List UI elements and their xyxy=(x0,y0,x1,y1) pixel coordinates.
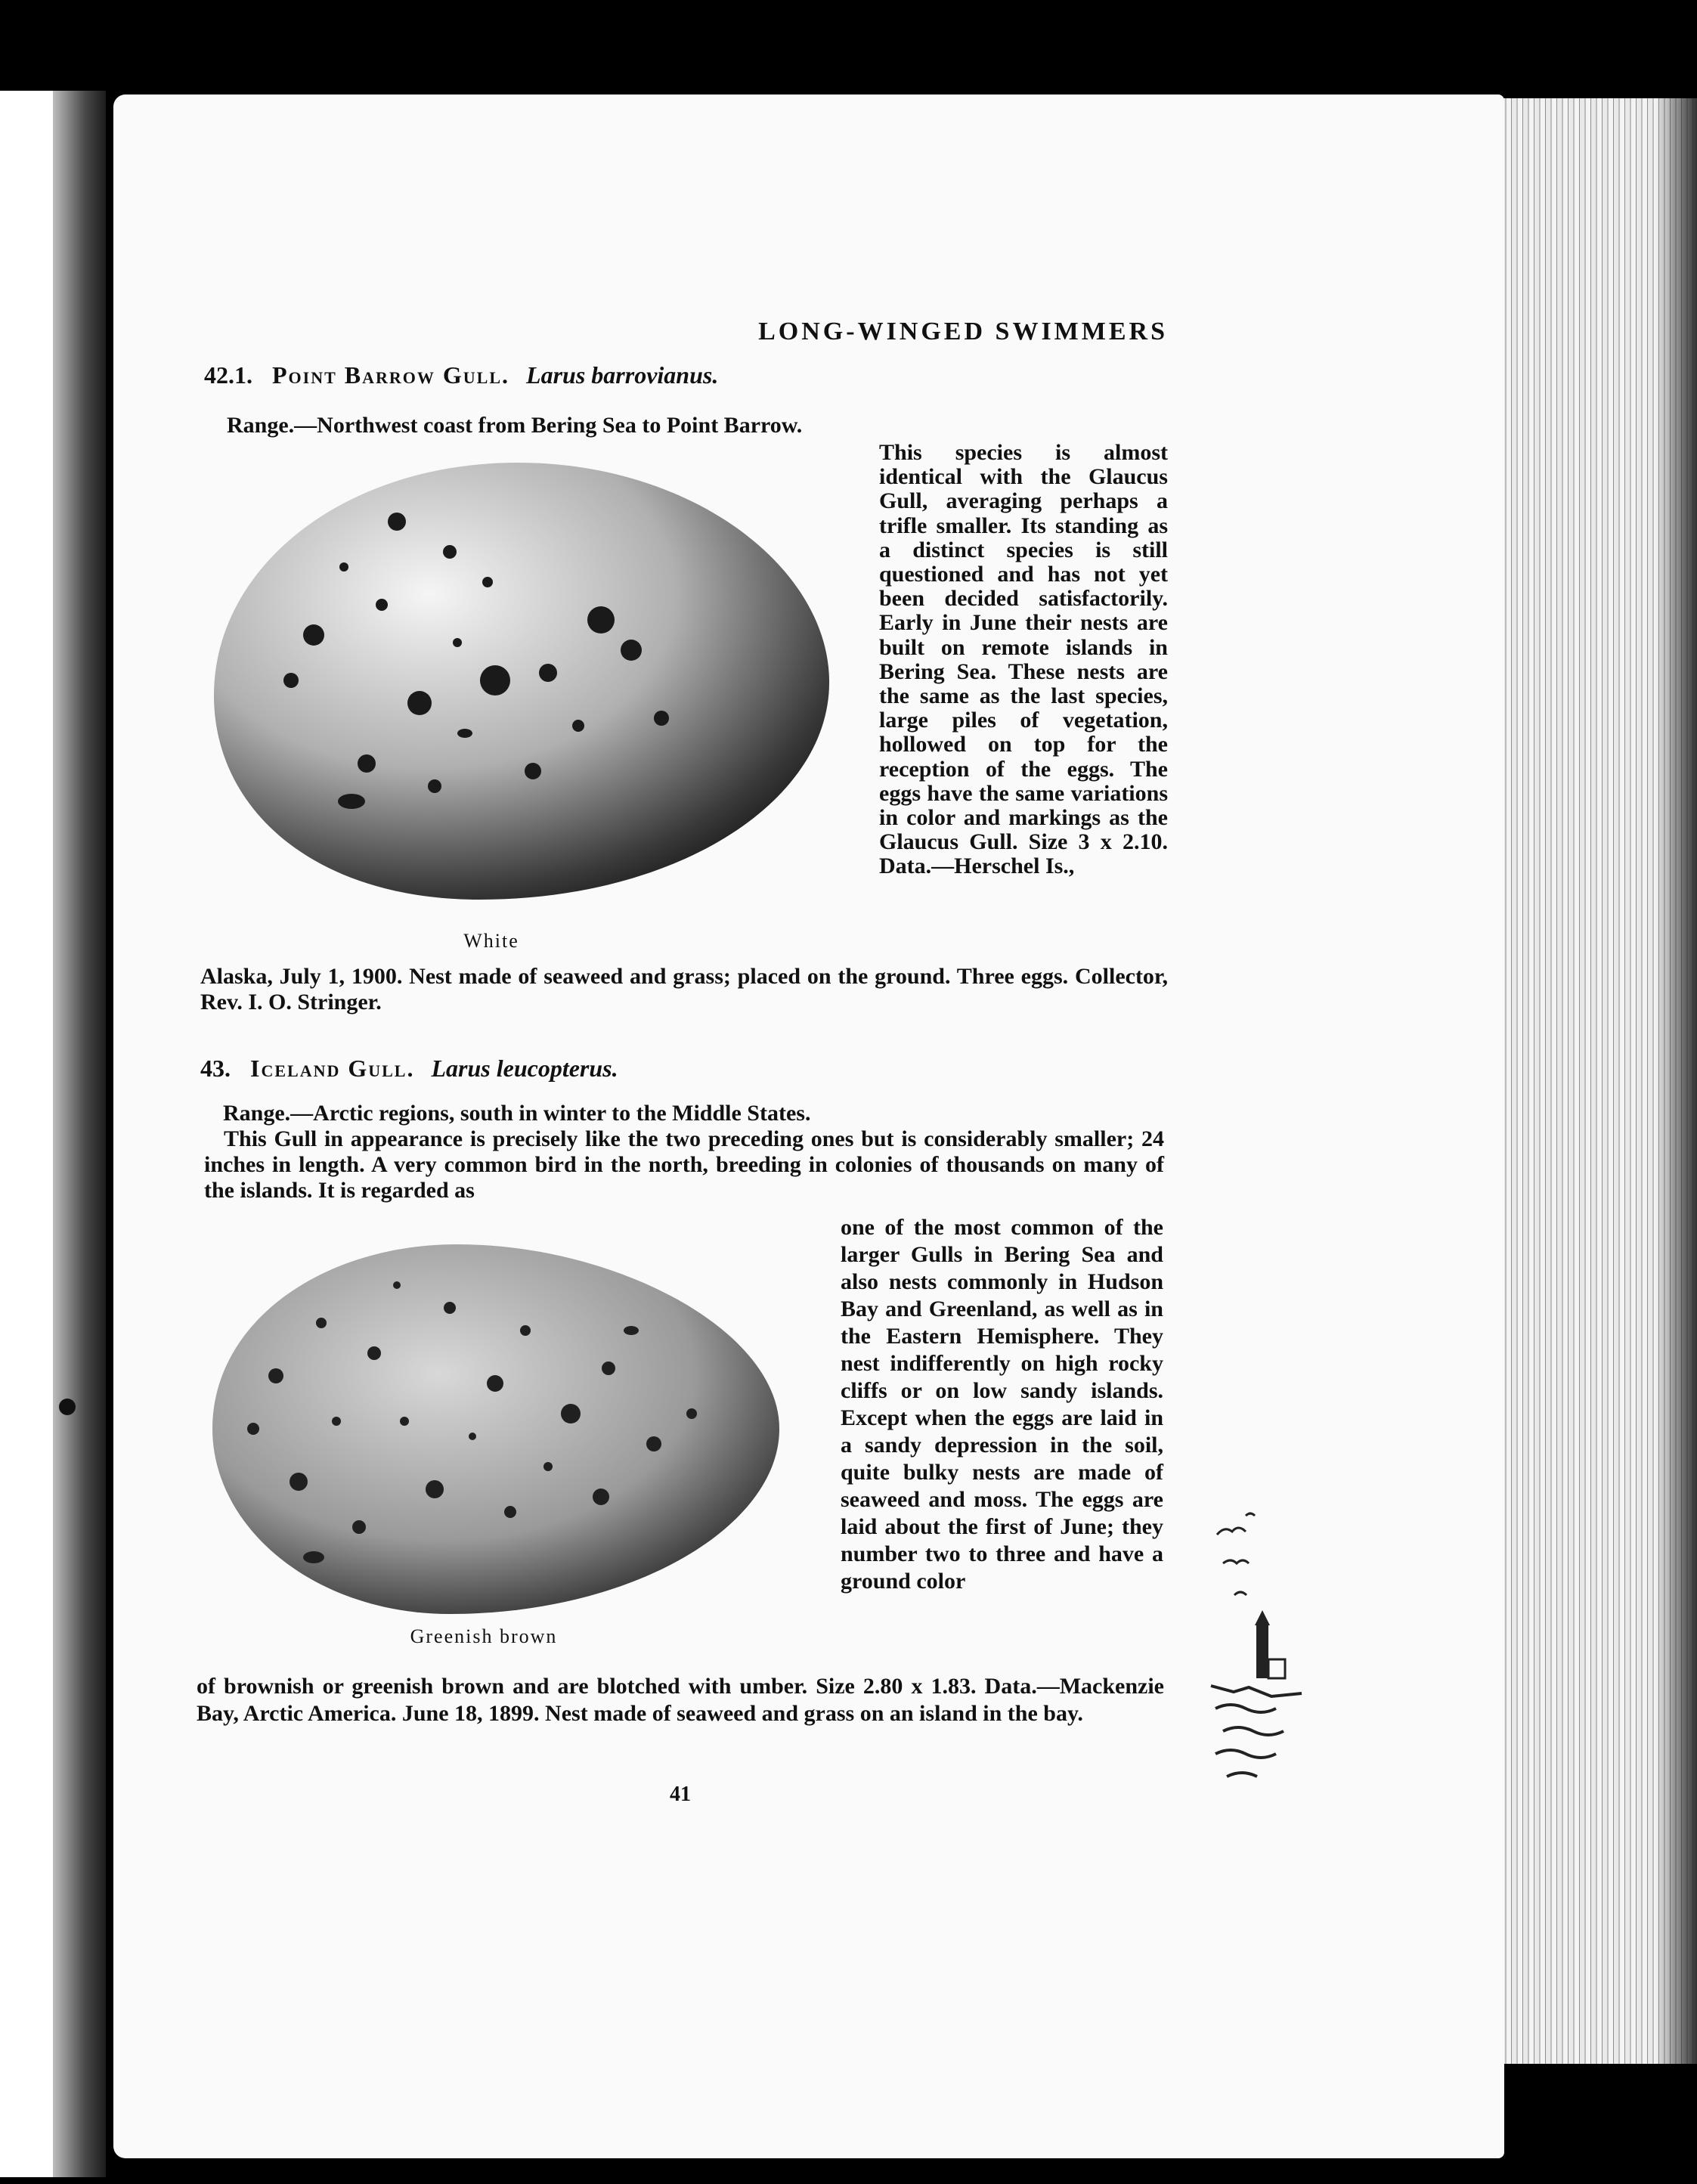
egg-caption: Greenish brown xyxy=(410,1625,558,1647)
body-continuation xyxy=(200,964,1168,1015)
body-continuation xyxy=(197,1673,1164,1727)
book-gutter xyxy=(53,91,106,2177)
body-column xyxy=(841,1214,1163,1595)
entry-number: 43. xyxy=(200,1055,231,1082)
body-text-continued: of brownish or greenish brown and are blotched with umber. Size 2.80 x 1.83. Data.—Mackenzie Bay, Arctic America. June 18, 1899. Nest made of seaweed and grass on an island in the bay. xyxy=(197,1674,1164,1726)
entry-heading-iceland-gull xyxy=(200,1055,618,1083)
scientific-name: Larus leucopterus. xyxy=(431,1055,618,1082)
range-text: Range.—Arctic regions, south in winter to the Middle States. xyxy=(223,1101,811,1126)
common-name: Iceland Gull. xyxy=(250,1055,415,1082)
lighthouse-ornament-icon xyxy=(1208,1504,1314,1807)
page-number: 41 xyxy=(670,1783,691,1806)
running-head: LONG-WINGED SWIMMERS xyxy=(758,318,1168,345)
common-name: Point Barrow Gull. xyxy=(272,361,510,389)
body-text: This species is almost identical with the Glaucus Gull, averaging perhaps a trifle smaller. Its standing as a distinct species is still questioned and has not yet been decided satisfactorily. Early in June their nests are built on remote islands in Bering Sea. These nests are the same as the last species, large piles of vegetation, hollowed on top for the reception of the eggs. The eggs have the same variations in color and markings as the Glaucus Gull. Size 3 x 2.10. Data.—Herschel Is., xyxy=(879,440,1168,879)
intro-text-block xyxy=(204,1126,1164,1204)
range-text: Range.—Northwest coast from Bering Sea to Point Barrow. xyxy=(227,413,803,438)
entry-heading-point-barrow-gull xyxy=(204,361,718,389)
body-text-continued: Alaska, July 1, 1900. Nest made of seaweed and grass; placed on the ground. Three eggs. Collector, Rev. I. O. Stringer. xyxy=(200,964,1168,1015)
egg-caption: White xyxy=(463,930,519,952)
egg-image-greenish-brown xyxy=(208,1240,782,1618)
scientific-name: Larus barrovianus. xyxy=(526,361,719,389)
entry-number: 42.1. xyxy=(204,361,252,389)
page-stack-edges xyxy=(1500,98,1697,2064)
intro-text: This Gull in appearance is precisely like the two preceding ones but is considerably smaller; 24 inches in length. A very common bird in the north, breeding in colonies of thousands on many of the islands. It is regarded as xyxy=(204,1126,1164,1203)
body-column xyxy=(879,441,1168,879)
egg-image-white xyxy=(208,454,835,907)
binding-mark xyxy=(59,1399,76,1415)
facing-page-edge xyxy=(0,91,106,2177)
body-text: one of the most common of the larger Gulls in Bering Sea and also nests commonly in Hudson Bay and Greenland, as well as in the Eastern Hemisphere. They nest indifferently on high rocky cliffs or on low sandy islands. Except when the eggs are laid in a sandy depression in the soil, quite bulky nests are made of seaweed and moss. The eggs are laid about the first of June; they number two to three and have a ground color xyxy=(841,1215,1163,1594)
